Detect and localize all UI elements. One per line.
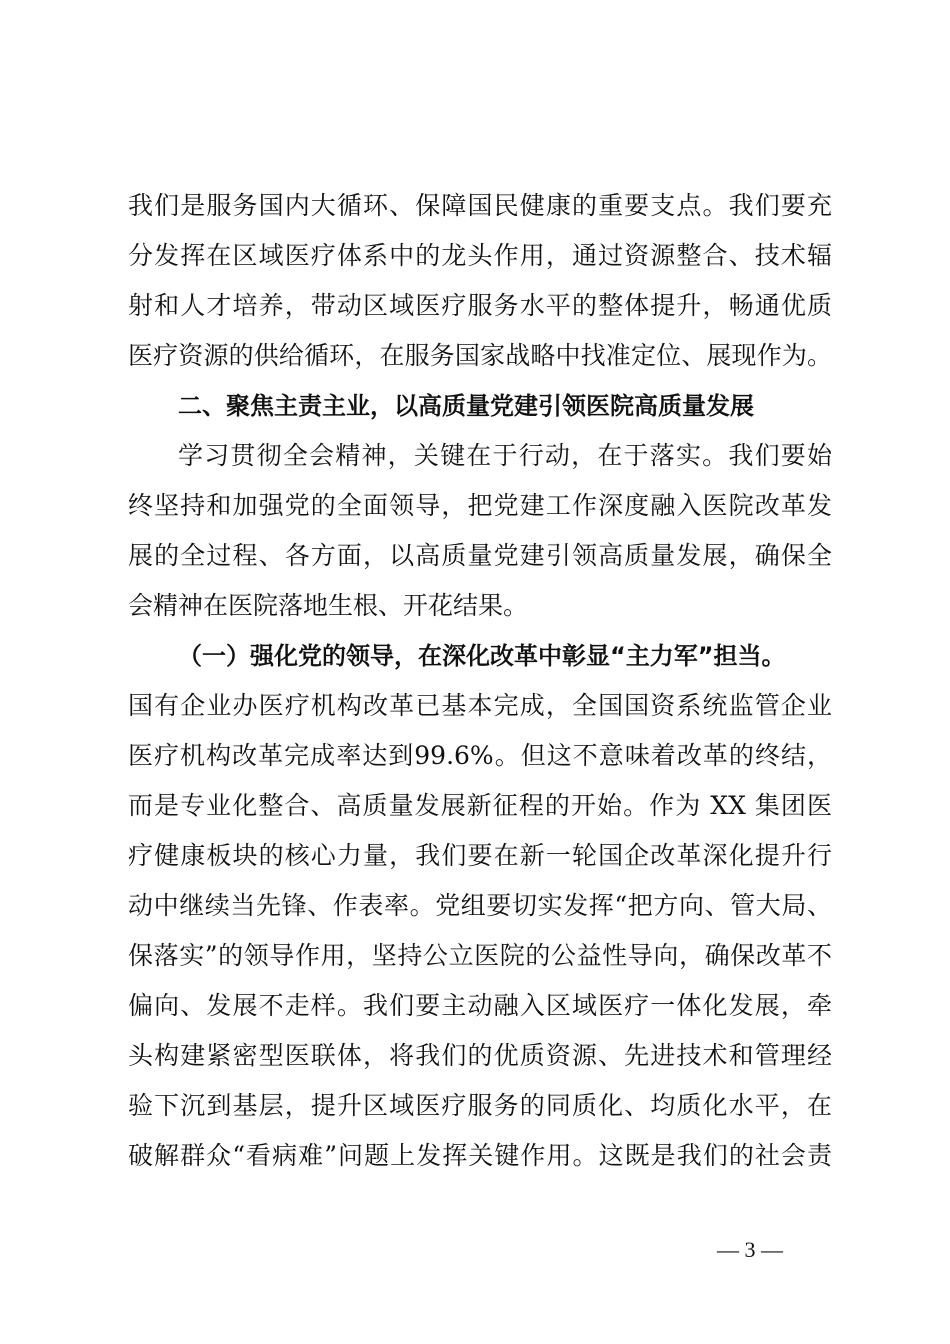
body-text-line: 动中继续当先锋、作表率。党组要切实发挥“把方向、管大局、 [128, 891, 832, 920]
body-text-line: 射和人才培养，带动区域医疗服务水平的整体提升，畅通优质 [128, 291, 832, 320]
body-text-line: 而是专业化整合、高质量发展新征程的开始。作为 XX 集团医 [128, 791, 832, 820]
body-text-line: 验下沉到基层，提升区域医疗服务的同质化、均质化水平，在 [128, 1091, 832, 1120]
body-text-line: 我们是服务国内大循环、保障国民健康的重要支点。我们要充 [128, 191, 832, 220]
page-number: — 3 — [717, 1237, 783, 1262]
body-text-line: 头构建紧密型医联体，将我们的优质资源、先进技术和管理经 [128, 1041, 832, 1070]
body-text-line: 终坚持和加强党的全面领导，把党建工作深度融入医院改革发 [128, 491, 832, 520]
section-heading: 二、聚焦主责主业，以高质量党建引领医院高质量发展 [178, 392, 754, 420]
body-text-line: 医疗机构改革完成率达到99.6%。但这不意味着改革的终结， [128, 741, 832, 770]
body-text-line: 偏向、发展不走样。我们要主动融入区域医疗一体化发展，牵 [128, 991, 832, 1020]
body-text-line: 保落实”的领导作用，坚持公立医院的公益性导向，确保改革不 [128, 941, 832, 970]
body-text-line: 医疗资源的供给循环，在服务国家战略中找准定位、展现作为。 [128, 341, 832, 370]
body-text-line: 疗健康板块的核心力量，我们要在新一轮国企改革深化提升行 [128, 841, 832, 870]
body-text-line: 学习贯彻全会精神，关键在于行动，在于落实。我们要始 [178, 441, 832, 470]
subsection-heading: （一）强化党的领导，在深化改革中彰显“主力军”担当。 [178, 642, 786, 670]
body-text-line: 国有企业办医疗机构改革已基本完成，全国国资系统监管企业 [128, 691, 832, 720]
body-text-line: 破解群众“看病难”问题上发挥关键作用。这既是我们的社会责 [128, 1141, 832, 1170]
body-text-line: 分发挥在区域医疗体系中的龙头作用，通过资源整合、技术辐 [128, 241, 832, 270]
body-text-line: 会精神在医院落地生根、开花结果。 [128, 591, 529, 620]
body-text-line: 展的全过程、各方面，以高质量党建引领高质量发展，确保全 [128, 541, 832, 570]
